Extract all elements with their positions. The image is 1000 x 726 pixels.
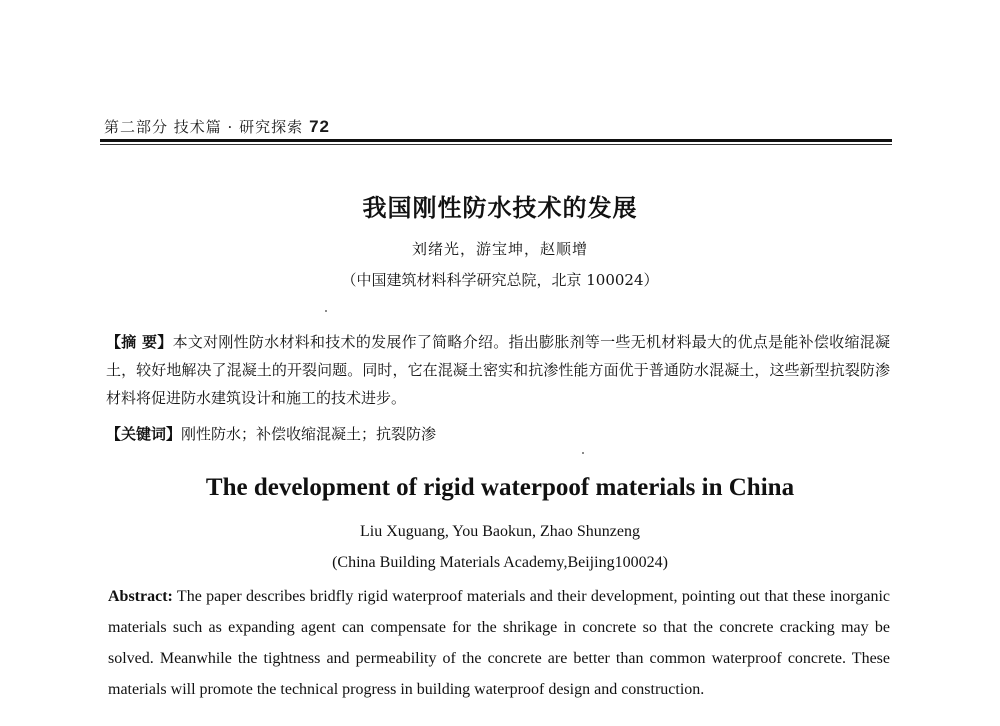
english-abstract-label: Abstract:: [108, 588, 173, 605]
page-number: 72: [309, 117, 330, 136]
chinese-abstract: [106, 328, 890, 412]
chinese-keywords-label: 【关键词】: [106, 425, 182, 443]
header-rule-thick: [100, 139, 892, 142]
chinese-affiliation: （中国建筑材料科学研究总院，北京 100024）: [341, 271, 659, 289]
chinese-abstract-text: 本文对刚性防水材料和技术的发展作了简略介绍。指出膨胀剂等一些无机材料最大的优点是能补偿收缩混凝土，较好地解决了混凝土的开裂问题。同时，它在混凝土密实和抗渗性能方面优于普通防水混凝土，这些新型抗裂防渗材料将促进防水建筑设计和施工的技术进步。: [106, 333, 890, 407]
chinese-keywords: [106, 423, 436, 444]
english-authors: Liu Xuguang, You Baokun, Zhao Shunzeng: [360, 523, 640, 540]
scan-speck: [325, 310, 327, 312]
section-label: 第二部分 技术篇 · 研究探索: [104, 118, 304, 136]
english-abstract-text: The paper describes bridfly rigid waterproof materials and their development, pointing out that these inorganic materials such as expanding agent can compensate for the shrikage in concrete so that the concrete cracking may be solved. Meanwhile the tightness and permeability of the concrete are better than common waterproof concrete. These materials will promote the technical progress in building waterproof design and construction.: [108, 588, 890, 698]
chinese-keywords-text: 刚性防水；补偿收缩混凝土；抗裂防渗: [181, 425, 437, 443]
header-rule-thin: [100, 144, 892, 145]
english-title: The development of rigid waterpoof materials in China: [205, 474, 795, 501]
english-affiliation: (China Building Materials Academy,Beijing100024): [332, 554, 668, 571]
scan-speck: [582, 452, 584, 454]
english-abstract: [108, 581, 890, 705]
running-header: [104, 116, 330, 137]
chinese-title: 我国刚性防水技术的发展: [362, 193, 638, 222]
chinese-authors: 刘绪光，游宝坤，赵顺增: [411, 240, 588, 258]
chinese-abstract-label: 【摘 要】: [106, 333, 173, 351]
